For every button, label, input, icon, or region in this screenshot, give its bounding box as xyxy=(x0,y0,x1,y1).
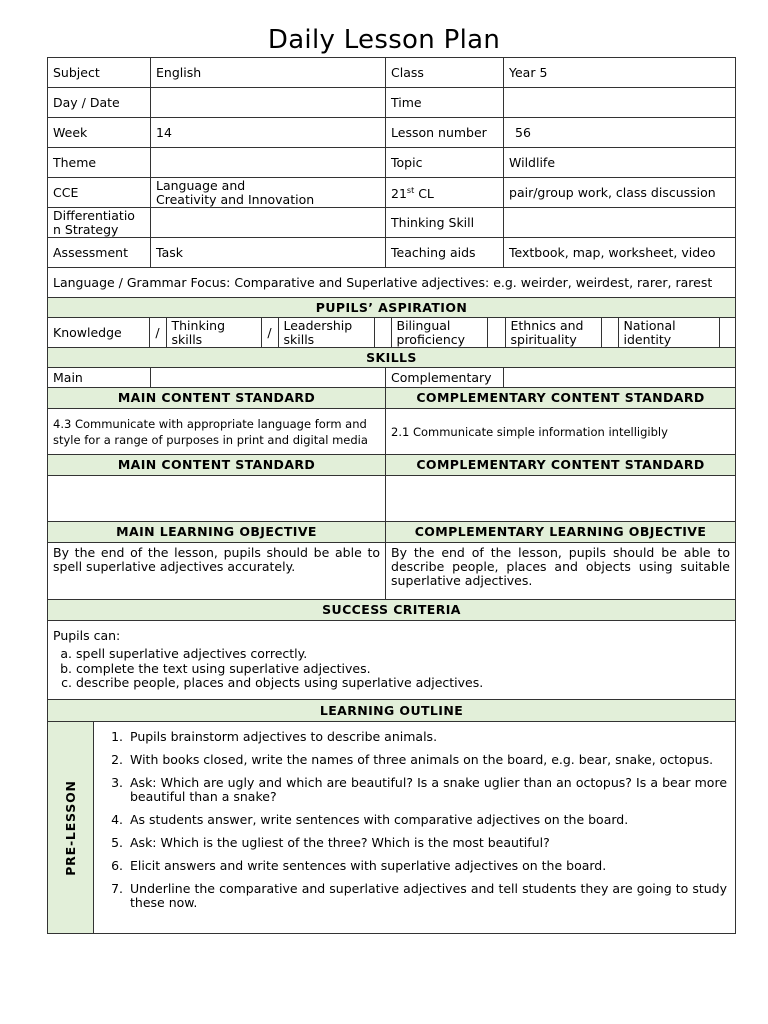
cce-label: CCE xyxy=(48,178,151,208)
skills-main-value xyxy=(151,368,386,388)
row-outline xyxy=(48,722,736,934)
success-item: a. spell superlative adjectives correctly. xyxy=(76,647,730,662)
grammar-focus: Language / Grammar Focus: Comparative and Superlative adjectives: e.g. weirder, weirdest, rarer, rarest xyxy=(48,268,736,298)
aspiration-leadership-mark xyxy=(374,318,391,347)
learning-outline-header: LEARNING OUTLINE xyxy=(48,700,736,722)
row-cce xyxy=(48,178,736,208)
week-label: Week xyxy=(48,118,151,148)
aspiration-knowledge xyxy=(48,318,149,347)
aspiration-national-line-2: identity xyxy=(623,331,672,347)
lesson-number-value: 56 xyxy=(504,118,736,148)
outline-step: 3. Ask: Which are ugly and which are beautiful? Is a snake uglier than an octopus? Is a bear more beautiful than a snake? xyxy=(127,776,727,804)
aspiration-bilingual-line-2: proficiency xyxy=(396,331,466,347)
aspiration-thinking-line-1: Thinking xyxy=(171,318,226,333)
aspiration-ethnics xyxy=(505,318,601,347)
class-value: Year 5 xyxy=(504,58,736,88)
row-aspiration xyxy=(48,318,736,348)
skills-header: SKILLS xyxy=(48,348,736,368)
differentiation-label-line-2: n Strategy xyxy=(53,221,119,237)
comp-content-standard-text-2 xyxy=(386,476,736,522)
aspiration-national-mark xyxy=(719,318,736,347)
topic-value: Wildlife xyxy=(504,148,736,178)
row-grammar-focus xyxy=(48,268,736,298)
differentiation-value xyxy=(151,208,386,238)
main-objective-header: MAIN LEARNING OBJECTIVE xyxy=(48,522,386,543)
assessment-value: Task xyxy=(151,238,386,268)
theme-label: Theme xyxy=(48,148,151,178)
comp-content-standard-header: COMPLEMENTARY CONTENT STANDARD xyxy=(386,388,736,409)
differentiation-label xyxy=(48,208,151,238)
row-subject xyxy=(48,58,736,88)
date-label: Day / Date xyxy=(48,88,151,118)
teaching-aids-label: Teaching aids xyxy=(386,238,504,268)
main-content-standard-text: 4.3 Communicate with appropriate language form and style for a range of purposes in print and digital media xyxy=(48,409,386,455)
aspiration-bilingual-mark xyxy=(487,318,505,347)
row-assessment xyxy=(48,238,736,268)
row-objective-header xyxy=(48,522,736,543)
time-value xyxy=(504,88,736,118)
row-content-standard-header xyxy=(48,388,736,409)
lesson-number-label: Lesson number xyxy=(386,118,504,148)
date-value xyxy=(151,88,386,118)
lesson-plan-table xyxy=(47,57,736,934)
cl-label xyxy=(386,178,504,208)
cl-label-suffix: st xyxy=(406,185,415,195)
row-outline-header xyxy=(48,700,736,722)
aspiration-grid xyxy=(48,318,736,348)
aspiration-bilingual-line-1: Bilingual xyxy=(396,318,451,333)
success-list xyxy=(53,647,730,691)
row-success xyxy=(48,621,736,700)
pre-lesson-steps xyxy=(94,722,736,934)
aspiration-national-line-1: National xyxy=(623,318,676,333)
row-date xyxy=(48,88,736,118)
subject-label: Subject xyxy=(48,58,151,88)
pre-lesson-stage xyxy=(48,722,94,934)
differentiation-label-line-1: Differentiatio xyxy=(53,207,135,223)
comp-content-standard-text: 2.1 Communicate simple information intelligibly xyxy=(386,409,736,455)
aspiration-knowledge-label: Knowledge xyxy=(53,324,122,340)
success-item: b. complete the text using superlative adjectives. xyxy=(76,662,730,677)
outline-list xyxy=(98,730,727,910)
aspiration-ethnics-line-2: spirituality xyxy=(510,331,577,347)
aspiration-inner-table xyxy=(48,318,736,347)
row-week xyxy=(48,118,736,148)
success-criteria-header: SUCCESS CRITERIA xyxy=(48,600,736,621)
time-label: Time xyxy=(386,88,504,118)
teaching-aids-value: Textbook, map, worksheet, video xyxy=(504,238,736,268)
row-aspiration-header xyxy=(48,298,736,318)
aspiration-header: PUPILS’ ASPIRATION xyxy=(48,298,736,318)
skills-main-label: Main xyxy=(48,368,151,388)
cl-label-number: 21 xyxy=(391,186,407,202)
aspiration-bilingual xyxy=(391,318,487,347)
cl-value: pair/group work, class discussion xyxy=(504,178,736,208)
outline-step: 4. As students answer, write sentences with comparative adjectives on the board. xyxy=(127,813,727,827)
aspiration-leadership-line-2: skills xyxy=(283,331,315,347)
theme-value xyxy=(151,148,386,178)
row-content-standard-2 xyxy=(48,476,736,522)
skills-comp-value xyxy=(504,368,736,388)
row-content-standard-header-2 xyxy=(48,455,736,476)
pre-lesson-label: PRE-LESSON xyxy=(62,779,78,876)
aspiration-thinking-line-2: skills xyxy=(171,331,203,347)
aspiration-thinking xyxy=(166,318,261,347)
main-content-standard-header-2: MAIN CONTENT STANDARD xyxy=(48,455,386,476)
row-content-standard xyxy=(48,409,736,455)
row-success-header xyxy=(48,600,736,621)
cce-value-line-1: Language and xyxy=(156,177,246,193)
success-intro: Pupils can: xyxy=(53,628,121,643)
aspiration-leadership xyxy=(278,318,374,347)
comp-objective-text: By the end of the lesson, pupils should be able to describe people, places and objects using suitable superlative adjectives. xyxy=(386,543,736,600)
topic-label: Topic xyxy=(386,148,504,178)
week-value: 14 xyxy=(151,118,386,148)
aspiration-ethnics-mark xyxy=(601,318,618,347)
row-objective xyxy=(48,543,736,600)
skills-comp-label: Complementary xyxy=(386,368,504,388)
cce-value xyxy=(151,178,386,208)
page-title: Daily Lesson Plan xyxy=(267,25,501,55)
main-content-standard-text-2 xyxy=(48,476,386,522)
outline-step: 2. With books closed, write the names of three animals on the board, e.g. bear, snake, octopus. xyxy=(127,753,727,767)
outline-step: 5. Ask: Which is the ugliest of the three? Which is the most beautiful? xyxy=(127,836,727,850)
success-item: c. describe people, places and objects using superlative adjectives. xyxy=(76,676,730,691)
outline-step: 6. Elicit answers and write sentences with superlative adjectives on the board. xyxy=(127,859,727,873)
main-objective-text: By the end of the lesson, pupils should be able to spell superlative adjectives accurately. xyxy=(48,543,386,600)
row-skills xyxy=(48,368,736,388)
outline-step: 1. Pupils brainstorm adjectives to describe animals. xyxy=(127,730,727,744)
comp-content-standard-header-2: COMPLEMENTARY CONTENT STANDARD xyxy=(386,455,736,476)
assessment-label: Assessment xyxy=(48,238,151,268)
aspiration-national xyxy=(618,318,719,347)
cl-label-text: CL xyxy=(414,186,434,202)
aspiration-knowledge-mark: / xyxy=(149,318,166,347)
main-content-standard-header: MAIN CONTENT STANDARD xyxy=(48,388,386,409)
row-skills-header xyxy=(48,348,736,368)
aspiration-leadership-line-1: Leadership xyxy=(283,318,353,333)
aspiration-thinking-mark: / xyxy=(261,318,278,347)
subject-value: English xyxy=(151,58,386,88)
aspiration-ethnics-line-1: Ethnics and xyxy=(510,318,584,333)
row-theme xyxy=(48,148,736,178)
cce-value-line-2: Creativity and Innovation xyxy=(156,191,315,207)
row-differentiation xyxy=(48,208,736,238)
thinking-skill-value xyxy=(504,208,736,238)
thinking-skill-label: Thinking Skill xyxy=(386,208,504,238)
outline-step: 7. Underline the comparative and superlative adjectives and tell students they are going to study these now. xyxy=(127,882,727,910)
success-criteria xyxy=(48,621,736,700)
class-label: Class xyxy=(386,58,504,88)
comp-objective-header: COMPLEMENTARY LEARNING OBJECTIVE xyxy=(386,522,736,543)
